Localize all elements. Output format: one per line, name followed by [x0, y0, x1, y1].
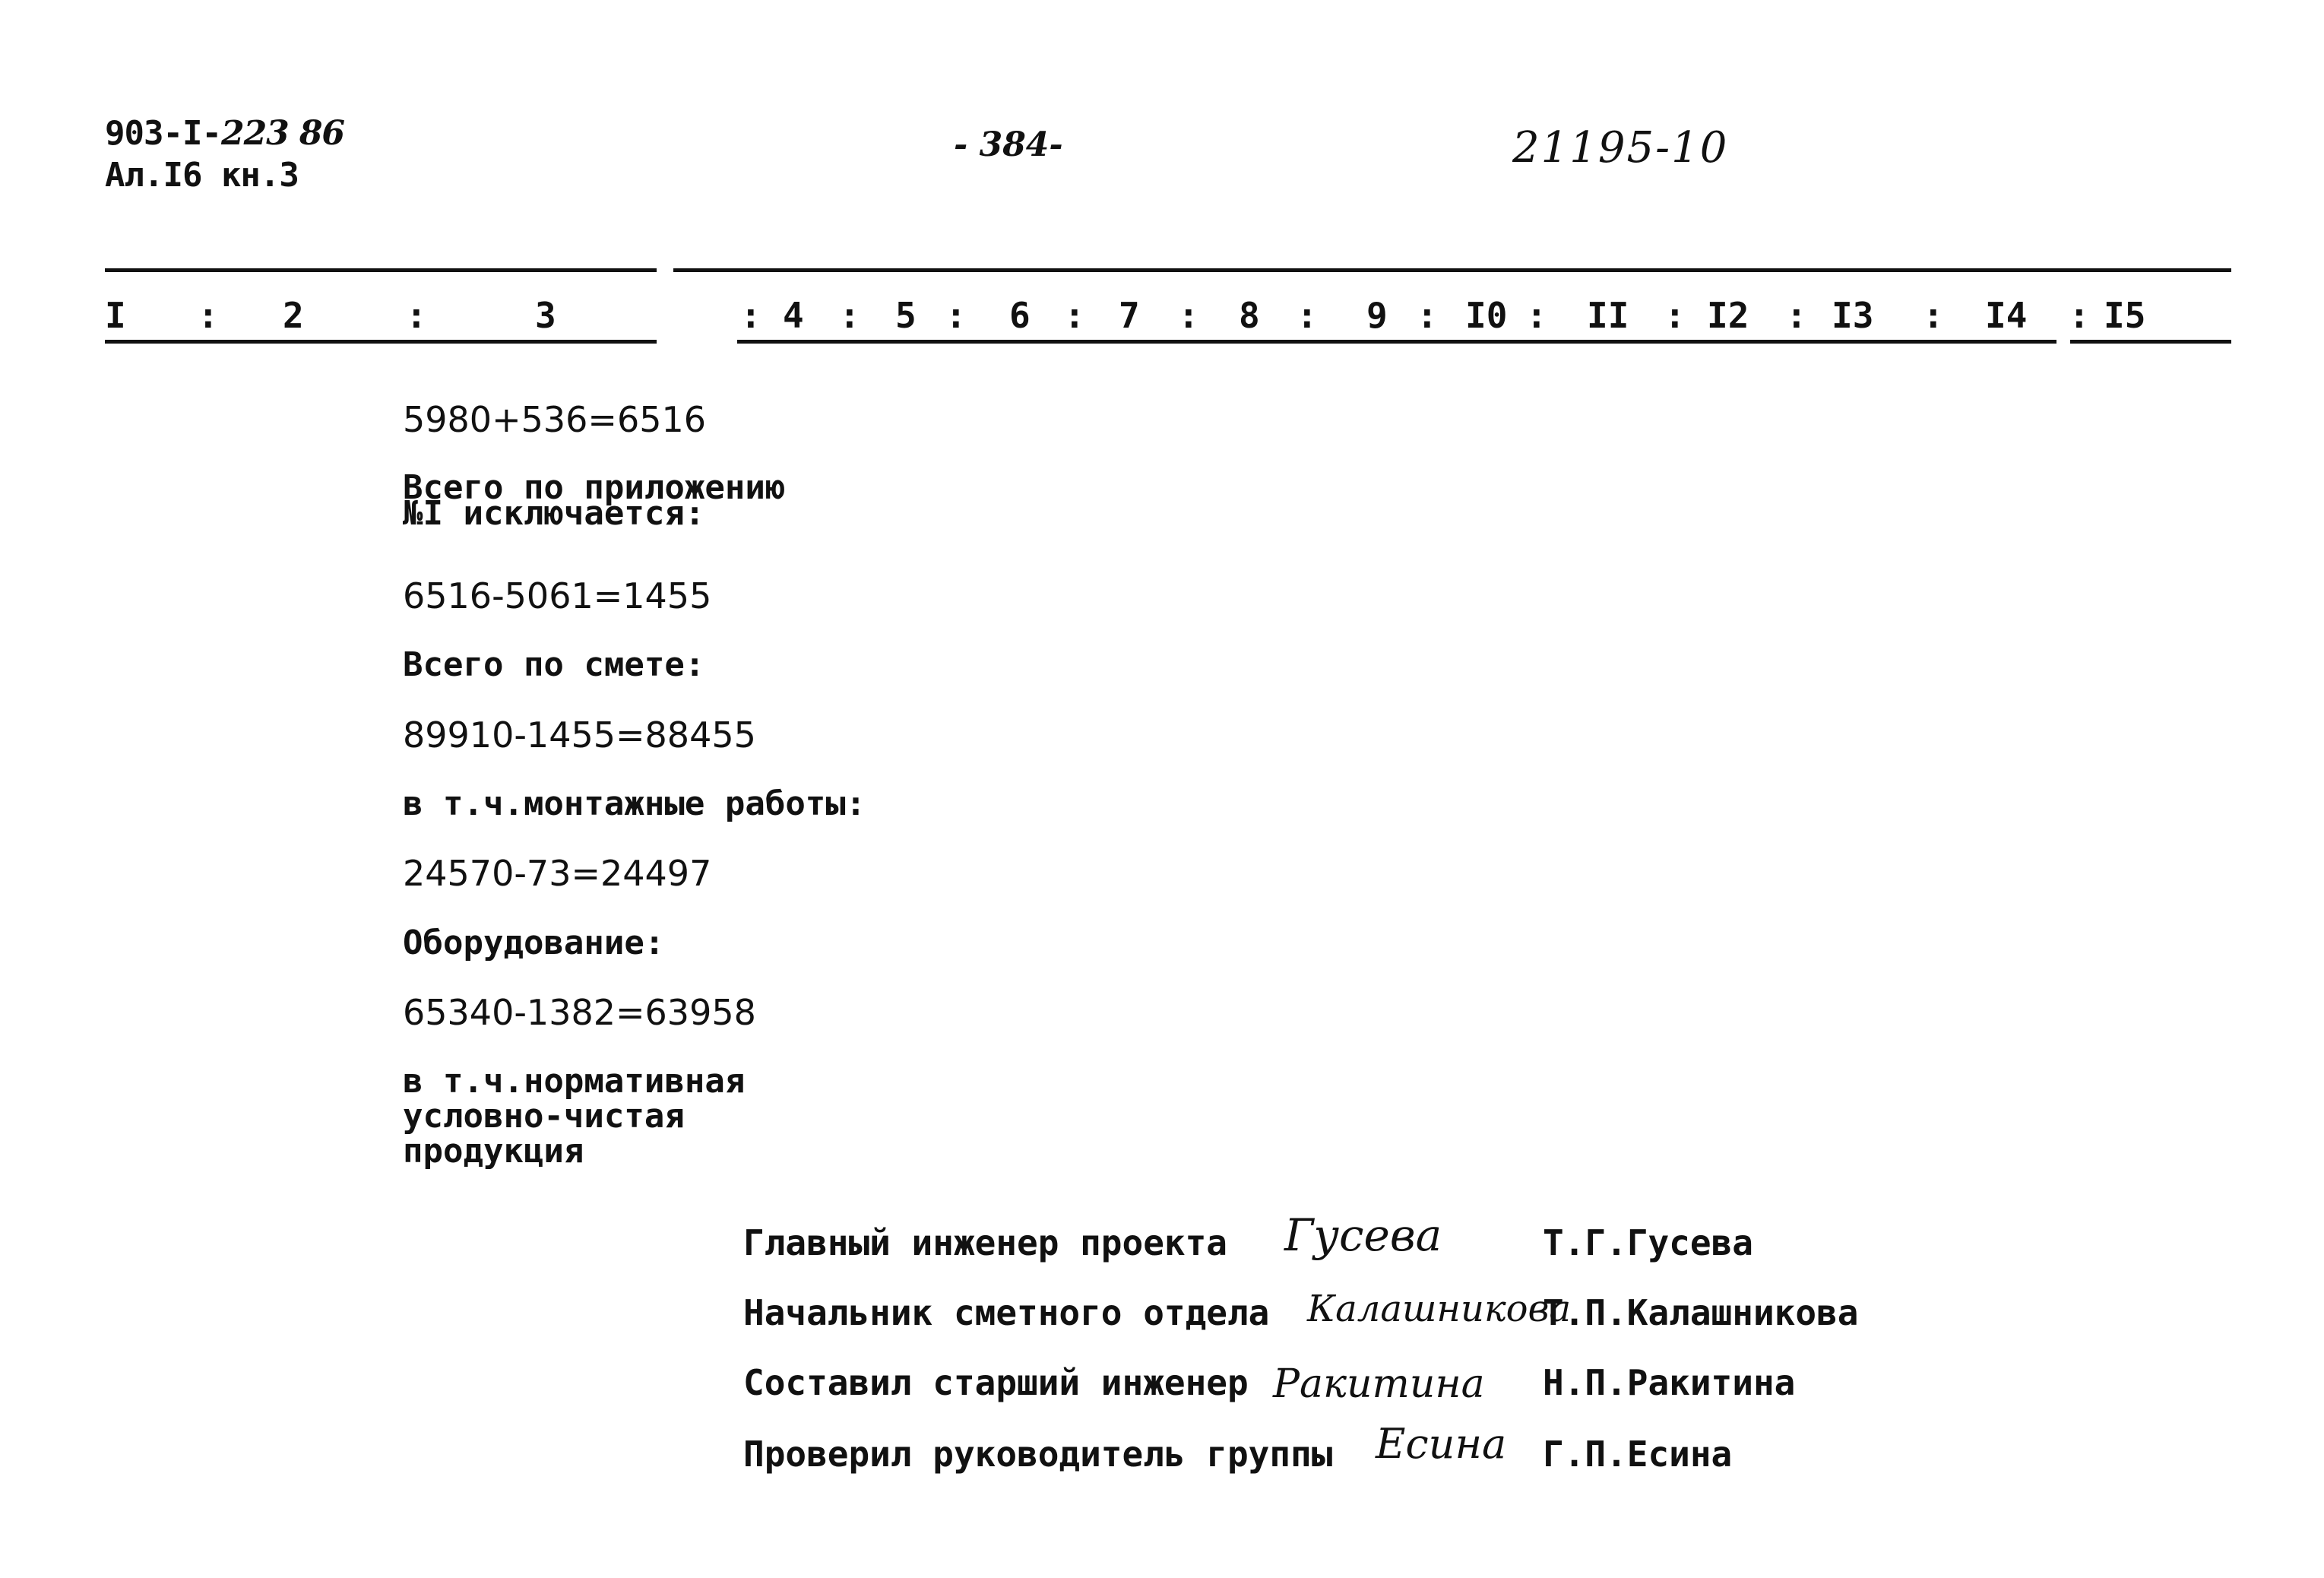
signature-title: Начальник сметного отдела	[743, 1292, 1270, 1333]
column-number: II	[1587, 295, 1629, 336]
column-separator: :	[1526, 295, 1547, 336]
signature-title: Проверил руководитель группы	[743, 1434, 1333, 1475]
column-separator: :	[1417, 295, 1438, 336]
document-code	[105, 114, 344, 153]
label-equipment: Оборудование:	[403, 924, 665, 962]
label-installation: в т.ч.монтажные работы:	[403, 784, 866, 823]
column-number: 3	[535, 295, 556, 336]
column-separator: :	[2069, 295, 2090, 336]
signatory-name: Т.П.Калашникова	[1543, 1292, 1859, 1333]
signature-text: Ракитина	[1273, 1361, 1485, 1407]
column-separator: :	[1064, 295, 1085, 336]
column-separator: :	[945, 295, 967, 336]
column-rule-left	[105, 340, 657, 344]
column-number: 5	[895, 295, 917, 336]
signatory-name: Н.П.Ракитина	[1543, 1362, 1796, 1403]
signatory-name: Т.Г.Гусева	[1543, 1222, 1753, 1263]
column-separator: :	[740, 295, 761, 336]
signature-title: Главный инженер проекта	[743, 1222, 1227, 1263]
column-number: 9	[1366, 295, 1388, 336]
header-rule-right	[673, 268, 2231, 272]
column-number: 4	[783, 295, 804, 336]
column-number: I4	[1985, 295, 2028, 336]
code-prefix: 903-I-	[105, 114, 221, 153]
signature-text: Гусева	[1284, 1209, 1442, 1261]
column-number: I5	[2104, 295, 2146, 336]
label-total-appendix: Всего по приложению №I исключается:	[403, 468, 786, 533]
column-separator: :	[406, 295, 427, 336]
album-line: Ал.I6 кн.3	[105, 156, 299, 195]
column-number: 6	[1009, 295, 1031, 336]
column-separator: :	[1297, 295, 1318, 336]
handwritten-signature	[1277, 1193, 1490, 1269]
column-separator: :	[1664, 295, 1686, 336]
handwritten-signature	[1303, 1262, 1572, 1345]
column-separator: :	[839, 295, 860, 336]
signatory-name: Г.П.Есина	[1543, 1434, 1733, 1475]
column-rule-middle	[737, 340, 2056, 344]
document-number: 21195-10	[1512, 123, 1729, 173]
signature-text: Есина	[1376, 1420, 1507, 1468]
column-number: 7	[1119, 295, 1140, 336]
calc-line-5: 65340-1382=63958	[403, 992, 756, 1033]
column-separator: :	[1178, 295, 1199, 336]
calc-line-3: 89910-1455=88455	[403, 715, 756, 756]
label-normative: в т.ч.нормативная условно-чистая продукция	[403, 1062, 746, 1171]
column-number: 2	[283, 295, 304, 336]
column-number: I0	[1465, 295, 1508, 336]
calc-line-2: 6516-5061=1455	[403, 575, 712, 616]
page-number: - 384-	[954, 125, 1063, 164]
handwritten-signature	[1372, 1405, 1547, 1481]
column-number: I3	[1832, 295, 1874, 336]
code-handwritten: 223	[220, 114, 289, 153]
column-number-row	[105, 295, 2233, 341]
calc-line-1: 5980+536=6516	[403, 399, 707, 440]
column-number: I2	[1707, 295, 1749, 336]
column-separator: :	[1786, 295, 1807, 336]
calc-line-4: 24570-73=24497	[403, 853, 712, 894]
column-rule-right	[2070, 340, 2231, 344]
label-total-estimate: Всего по смете:	[403, 645, 705, 684]
signature-text: Калашникова	[1307, 1288, 1572, 1330]
signature-title: Составил старший инженер	[743, 1362, 1249, 1403]
column-separator: :	[198, 295, 219, 336]
column-separator: :	[1923, 295, 1944, 336]
code-suffix: 86	[299, 114, 345, 153]
header-rule-left	[105, 268, 657, 272]
column-number: 8	[1239, 295, 1260, 336]
column-number: I	[105, 295, 126, 336]
